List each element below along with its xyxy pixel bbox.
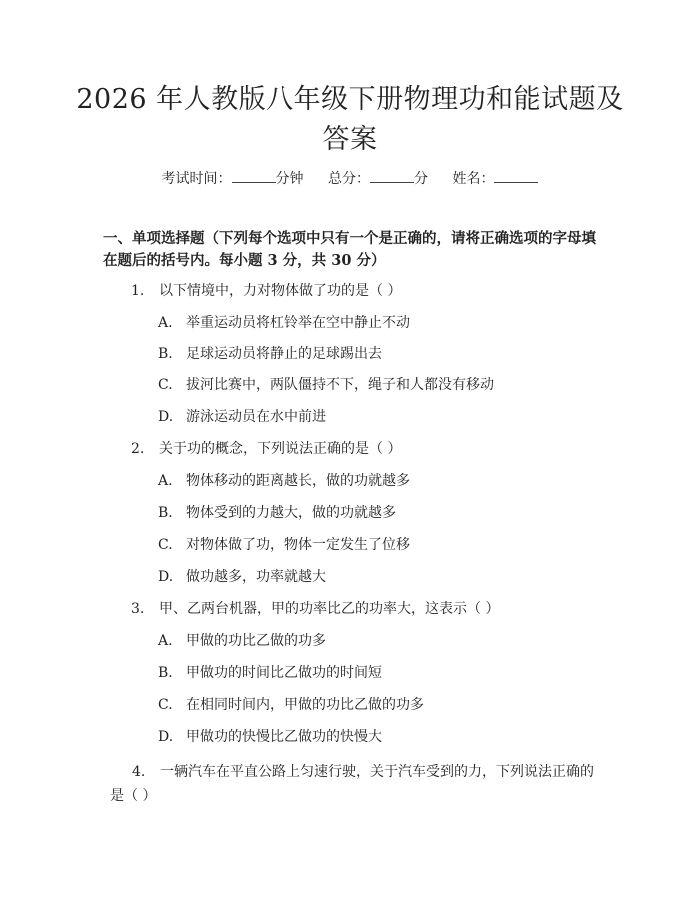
option-letter: C. — [158, 377, 173, 393]
option-text: 甲做的功比乙做的功多 — [186, 633, 326, 649]
question-number: 3. — [131, 601, 145, 617]
student-name — [452, 168, 538, 189]
name-blank — [494, 168, 538, 183]
section-heading: 一、单项选择题（下列每个选项中只有一个是正确的，请将正确选项的字母填在题后的括号内。每小题 3 分，共 30 分） — [103, 230, 596, 269]
name-label: 姓名： — [452, 171, 495, 187]
option-letter: A. — [158, 473, 173, 489]
time-unit: 分钟 — [275, 171, 304, 187]
question-3-option-d — [158, 727, 382, 747]
score-label: 总分： — [328, 171, 370, 187]
option-letter: B. — [158, 505, 173, 521]
question-2 — [131, 439, 401, 459]
question-1-option-a — [158, 313, 410, 333]
option-text: 在相同时间内，甲做的功比乙做的功多 — [186, 697, 424, 713]
option-letter: A. — [158, 315, 173, 331]
time-blank — [232, 168, 276, 183]
option-text: 甲做功的快慢比乙做功的快慢大 — [186, 729, 382, 745]
option-text: 物体受到的力越大，做的功就越多 — [186, 505, 396, 521]
option-letter: C. — [158, 537, 173, 553]
question-3-option-c — [158, 695, 424, 715]
question-1-option-b — [158, 344, 382, 364]
exam-meta — [0, 168, 700, 189]
option-text: 物体移动的距离越长，做的功就越多 — [186, 473, 410, 489]
option-text: 举重运动员将杠铃举在空中静止不动 — [186, 315, 410, 331]
option-text: 游泳运动员在水中前进 — [186, 409, 326, 425]
option-letter: A. — [158, 633, 173, 649]
question-text: 关于功的概念，下列说法正确的是（ ） — [159, 441, 402, 457]
question-number: 4. — [132, 764, 146, 780]
question-text: 以下情境中，力对物体做了功的是（ ） — [159, 283, 402, 299]
option-letter: D. — [158, 409, 174, 425]
question-2-option-d — [158, 567, 326, 587]
question-3-option-a — [158, 631, 326, 651]
question-2-option-b — [158, 503, 396, 523]
question-3-option-b — [158, 663, 382, 683]
total-score — [328, 168, 428, 189]
question-2-option-a — [158, 471, 410, 491]
document-title: 2026 年人教版八年级下册物理功和能试题及答案 — [76, 84, 624, 155]
option-letter: D. — [158, 569, 174, 585]
question-text: 甲、乙两台机器，甲的功率比乙的功率大，这表示（ ） — [159, 601, 500, 617]
option-letter: C. — [158, 697, 173, 713]
question-1-option-d — [158, 407, 326, 427]
option-text: 甲做功的时间比乙做功的时间短 — [186, 665, 382, 681]
question-1 — [131, 281, 401, 301]
option-text: 做功越多，功率就越大 — [186, 569, 326, 585]
option-text: 对物体做了功，物体一定发生了位移 — [186, 537, 410, 553]
question-4 — [110, 760, 600, 808]
option-text: 足球运动员将静止的足球踢出去 — [186, 346, 382, 362]
question-1-option-c — [158, 375, 494, 395]
question-text: 一辆汽车在平直公路上匀速行驶，关于汽车受到的力，下列说法正确的是（ ） — [110, 764, 594, 804]
time-label: 考试时间： — [161, 171, 232, 187]
option-letter: D. — [158, 729, 174, 745]
score-blank — [370, 168, 414, 183]
option-text: 拔河比赛中，两队僵持不下，绳子和人都没有移动 — [186, 377, 494, 393]
question-2-option-c — [158, 535, 410, 555]
option-letter: B. — [158, 665, 173, 681]
option-letter: B. — [158, 346, 173, 362]
question-number: 1. — [131, 283, 145, 299]
exam-time — [162, 168, 304, 189]
question-3 — [131, 599, 499, 619]
question-number: 2. — [131, 441, 145, 457]
score-unit: 分 — [414, 171, 428, 187]
